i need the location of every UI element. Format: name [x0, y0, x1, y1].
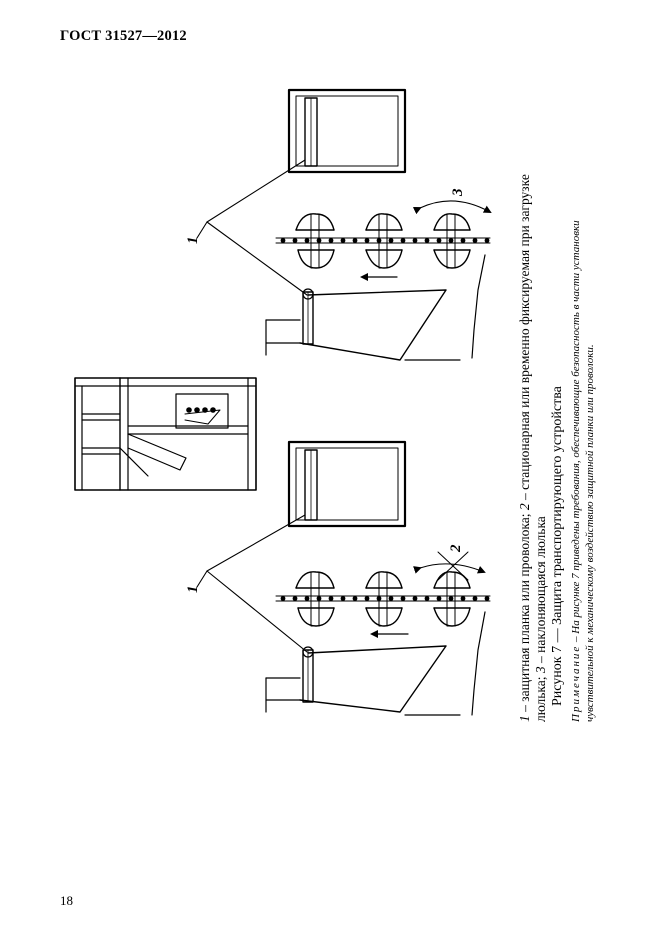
document-header: ГОСТ 31527—2012 — [60, 28, 187, 44]
legend-num-1: 1 — [517, 715, 532, 722]
note-line-1 — [570, 220, 582, 722]
middle-overview-diagram — [75, 378, 256, 490]
label-2: 2 — [448, 544, 464, 552]
legend-text-1a: – защитная планка или проволока; — [517, 510, 532, 716]
legend-text-2a: люлька; — [533, 673, 548, 722]
note-text-1: – На рисунке 7 приведены требования, обеспечивающие безопасность в части установки — [570, 220, 582, 645]
label-1-upper: 1 — [185, 236, 201, 244]
legend-text-2b: – наклоняющаяся люлька — [533, 516, 548, 667]
upper-conveyor-diagram — [197, 90, 490, 360]
legend-text-1b: – стационарная или временно фиксируемая при загрузке — [517, 174, 532, 504]
page-number: 18 — [60, 893, 73, 908]
figure-title: Рисунок 7 — Защита транспортирующего устройства — [550, 386, 565, 706]
legend-line-2 — [533, 516, 549, 722]
note-label: Примечание — [570, 644, 582, 722]
lower-conveyor-diagram — [197, 442, 490, 715]
note-line-2: чувствительной к механическому воздействию защитной планки или проволоки. — [584, 344, 596, 722]
label-1-lower: 1 — [185, 585, 201, 593]
legend-line-1 — [517, 174, 533, 722]
label-3: 3 — [450, 188, 466, 196]
legend-num-2: 2 — [517, 503, 532, 511]
legend-num-3: 3 — [533, 666, 548, 674]
